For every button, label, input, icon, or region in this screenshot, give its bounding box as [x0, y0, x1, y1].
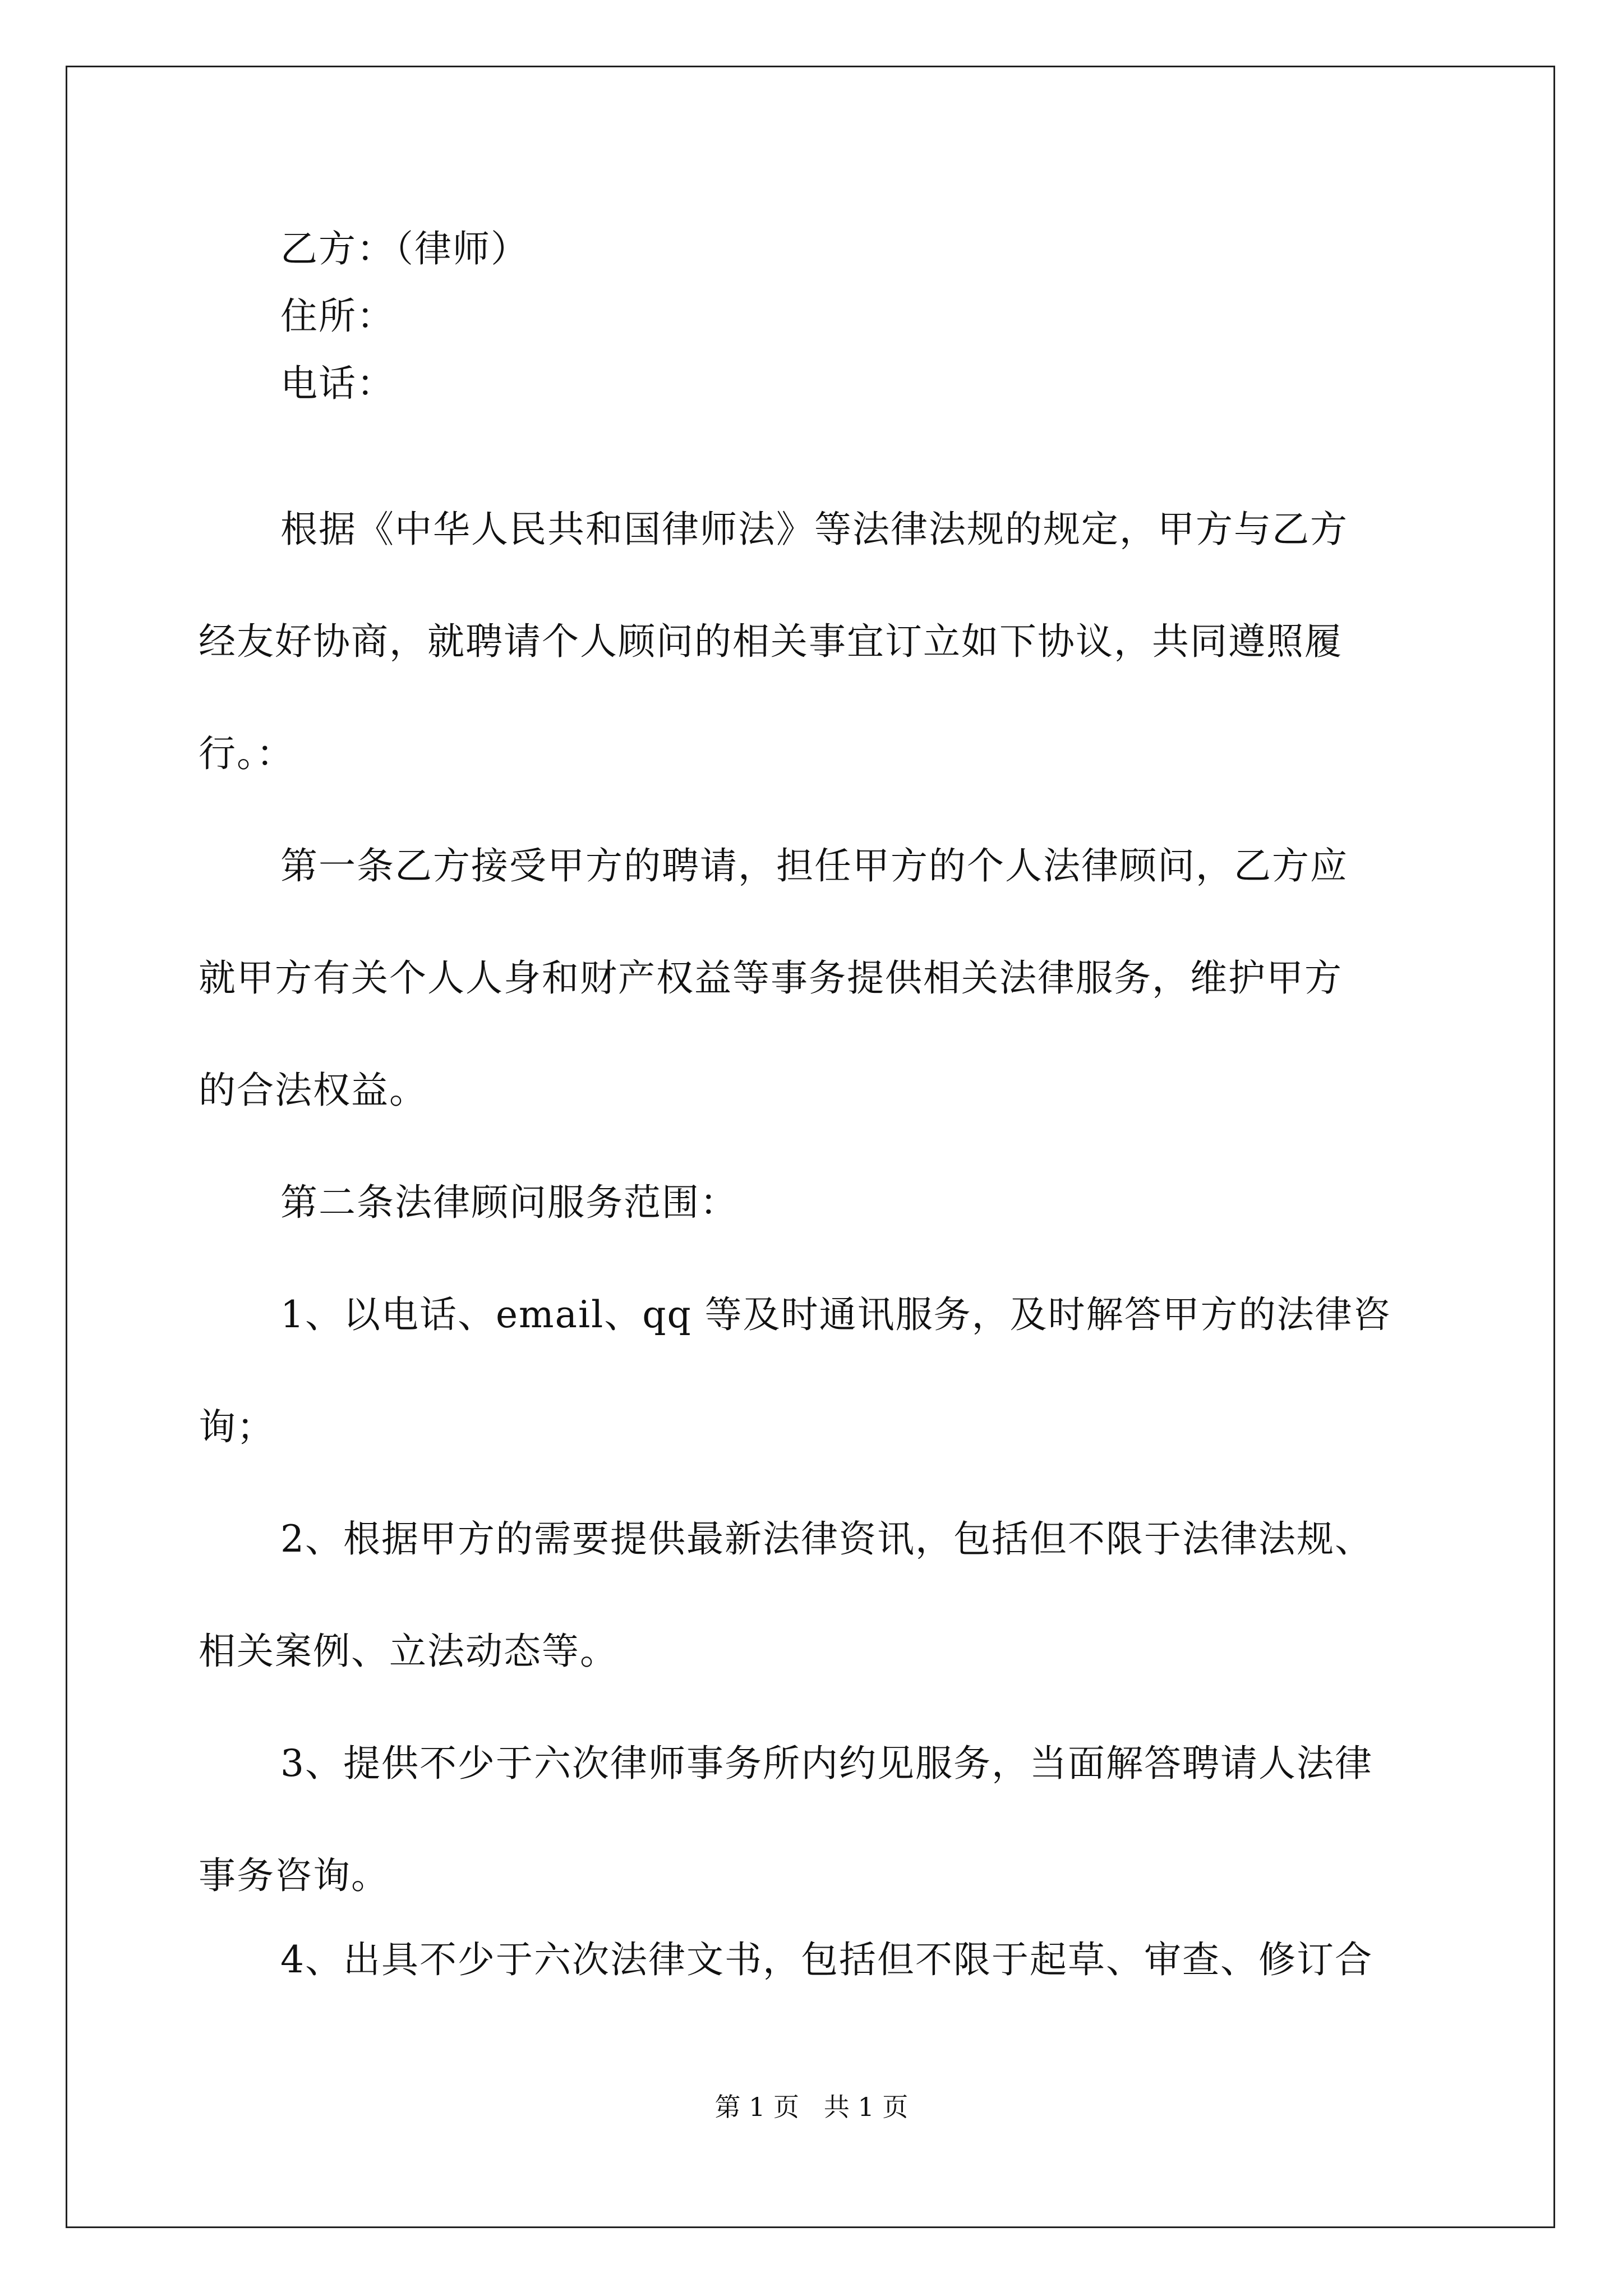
- article-1-line: 的合法权益。: [199, 1069, 427, 1112]
- paragraph-line: 根据《中华人民共和国律师法》等法律法规的规定，甲方与乙方: [280, 508, 1348, 551]
- paragraph-line: 行。：: [199, 732, 294, 775]
- paragraph-line: 经友好协商，就聘请个人顾问的相关事宜订立如下协议，共同遵照履: [199, 620, 1343, 663]
- party-b-line: 乙方：（律师）: [280, 227, 529, 270]
- article-2-heading: 第二条法律顾问服务范围：: [280, 1181, 738, 1224]
- list-item-1: 询；: [199, 1405, 275, 1448]
- page-number-footer: 第 1 页 共 1 页: [714, 2092, 909, 2122]
- list-item-4: 4、出具不少于六次法律文书，包括但不限于起草、审查、修订合: [280, 1938, 1373, 1981]
- address-line: 住所：: [280, 295, 395, 338]
- list-item-3: 事务咨询。: [199, 1854, 389, 1897]
- article-1-line: 就甲方有关个人人身和财产权益等事务提供相关法律服务，维护甲方: [199, 956, 1343, 1000]
- article-1-line: 第一条乙方接受甲方的聘请，担任甲方的个人法律顾问，乙方应: [280, 844, 1348, 887]
- list-item-1: 1、以电话、email、qq 等及时通讯服务，及时解答甲方的法律咨: [280, 1293, 1391, 1336]
- phone-line: 电话：: [280, 362, 395, 405]
- list-item-2: 相关案例、立法动态等。: [199, 1630, 618, 1673]
- list-item-2: 2、根据甲方的需要提供最新法律资讯，包括但不限于法律法规、: [280, 1517, 1373, 1561]
- list-item-3: 3、提供不少于六次律师事务所内约见服务，当面解答聘请人法律: [280, 1742, 1373, 1785]
